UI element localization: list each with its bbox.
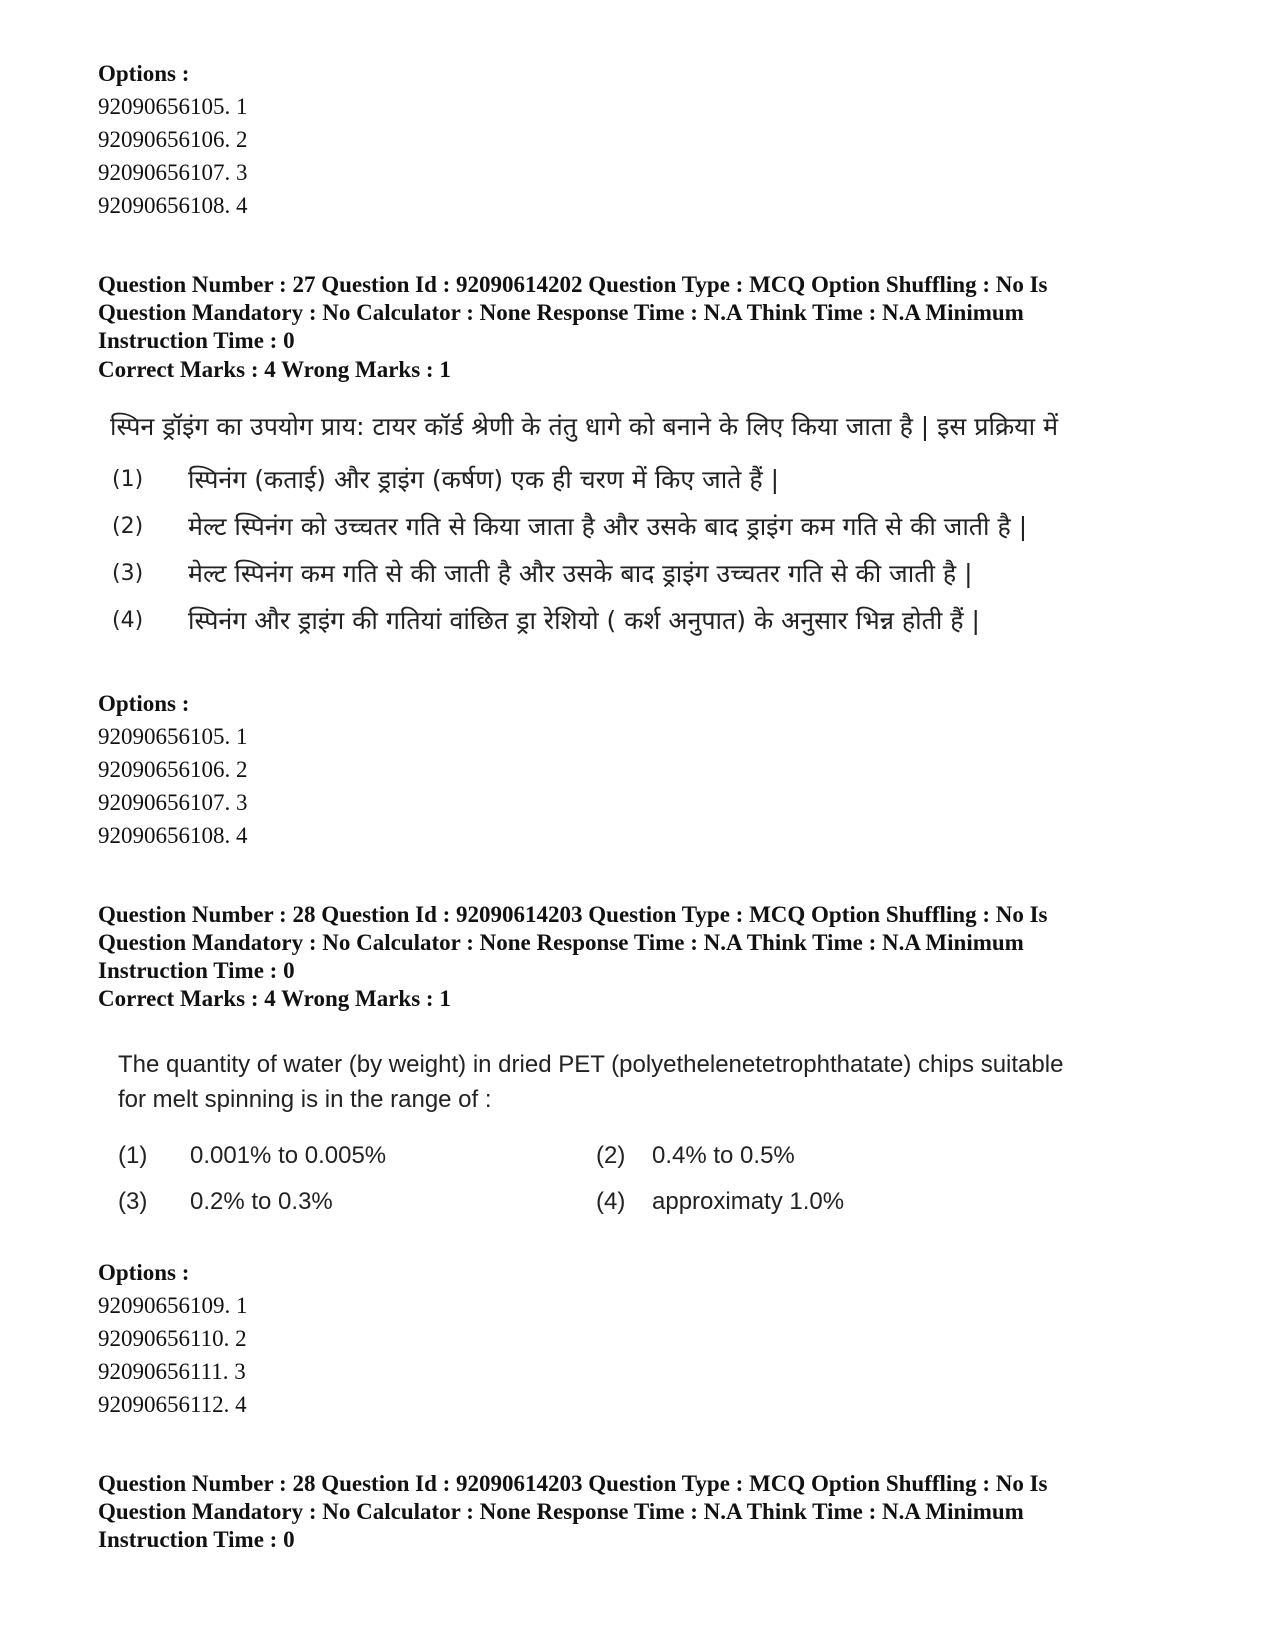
options-label: Options : [98, 61, 190, 86]
option-item: 92090656107. 3 [98, 160, 248, 185]
choice-number: (1) [112, 467, 144, 492]
option-item: 92090656112. 4 [98, 1392, 247, 1417]
question-27-options [98, 687, 1188, 852]
options-label: Options : [98, 691, 190, 716]
option-item: 92090656105. 1 [98, 94, 248, 119]
question-meta-line: Question Mandatory : No Calculator : None Response Time : N.A Think Time : N.A Minimum [98, 1499, 1024, 1524]
question-meta-line: Instruction Time : 0 [98, 328, 295, 353]
choice-text: मेल्ट स्पिनंग को उच्चतर गति से किया जाता है और उसके बाद ड्राइंग कम गति से की जाती है | [188, 512, 1028, 541]
question-28-image [118, 1047, 1138, 1225]
question-stem-line: for melt spinning is in the range of : [118, 1086, 492, 1113]
choice-number: (4) [112, 608, 144, 633]
options-label: Options : [98, 1260, 190, 1285]
question-meta-line: Question Number : 28 Question Id : 92090614203 Question Type : MCQ Option Shuffling : No Is [98, 1471, 1048, 1496]
question-28-repeat-meta [98, 1470, 1188, 1554]
choice-text: स्पिनंग (कताई) और ड्राइंग (कर्षण) एक ही चरण में किए जाते हैं | [188, 465, 780, 494]
question-meta-line: Question Mandatory : No Calculator : None Response Time : N.A Think Time : N.A Minimum [98, 300, 1024, 325]
question-stem: स्पिन ड्रॉइंग का उपयोग प्राय: टायर कॉर्ड श्रेणी के तंतु धागे को बनाने के लिए किया जाता है | इस प्रक्रिया में [110, 412, 1059, 441]
option-item: 92090656105. 1 [98, 724, 248, 749]
question-stem [118, 1047, 1138, 1117]
choice-text: मेल्ट स्पिनंग कम गति से की जाती है और उसके बाद ड्राइंग उच्चतर गति से की जाती है | [188, 559, 973, 588]
choice-text: 0.4% to 0.5% [652, 1142, 795, 1169]
choice-number: (3) [118, 1188, 148, 1215]
option-item: 92090656108. 4 [98, 823, 248, 848]
option-item: 92090656110. 2 [98, 1326, 247, 1351]
question-meta-line: Question Mandatory : No Calculator : None Response Time : N.A Think Time : N.A Minimum [98, 930, 1024, 955]
option-item: 92090656107. 3 [98, 790, 248, 815]
choice-number: (3) [112, 561, 144, 586]
choice-number: (4) [596, 1188, 626, 1215]
question-28-options [98, 1256, 1188, 1421]
option-item: 92090656106. 2 [98, 757, 248, 782]
option-item: 92090656106. 2 [98, 127, 248, 152]
choice-item [110, 456, 1130, 503]
question-27-meta [98, 271, 1188, 355]
choice-item [110, 597, 1130, 644]
choice-number: (2) [112, 514, 144, 539]
question-27-image [110, 410, 1130, 644]
option-item: 92090656108. 4 [98, 193, 248, 218]
question-stem-line: The quantity of water (by weight) in dried PET (polyethelenetetrophthatate) chips suitable [118, 1051, 1064, 1078]
option-item: 92090656109. 1 [98, 1293, 248, 1318]
choice-text: approximaty 1.0% [652, 1188, 845, 1215]
choice-item [110, 550, 1130, 597]
choice-text: 0.001% to 0.005% [190, 1142, 387, 1169]
choice-number: (2) [596, 1142, 626, 1169]
question-meta-line: Instruction Time : 0 [98, 1527, 295, 1552]
choice-text: स्पिनंग और ड्राइंग की गतियां वांछित ड्रा रेशियो ( कर्श अनुपात) के अनुसार भिन्न होती हैं | [188, 606, 980, 635]
question-meta-line: Question Number : 28 Question Id : 92090614203 Question Type : MCQ Option Shuffling : No Is [98, 902, 1048, 927]
choice-number: (1) [118, 1142, 148, 1169]
choice-text: 0.2% to 0.3% [190, 1188, 333, 1215]
question-meta-line: Question Number : 27 Question Id : 92090614202 Question Type : MCQ Option Shuffling : No Is [98, 272, 1048, 297]
question-27-marks: Correct Marks : 4 Wrong Marks : 1 [98, 357, 451, 382]
choice-item [110, 503, 1130, 550]
question-28-marks: Correct Marks : 4 Wrong Marks : 1 [98, 986, 451, 1011]
question-meta-line: Instruction Time : 0 [98, 958, 295, 983]
question-28-meta [98, 901, 1188, 985]
options-block-prev [98, 57, 1188, 222]
option-item: 92090656111. 3 [98, 1359, 246, 1384]
choice-grid [118, 1133, 1138, 1225]
